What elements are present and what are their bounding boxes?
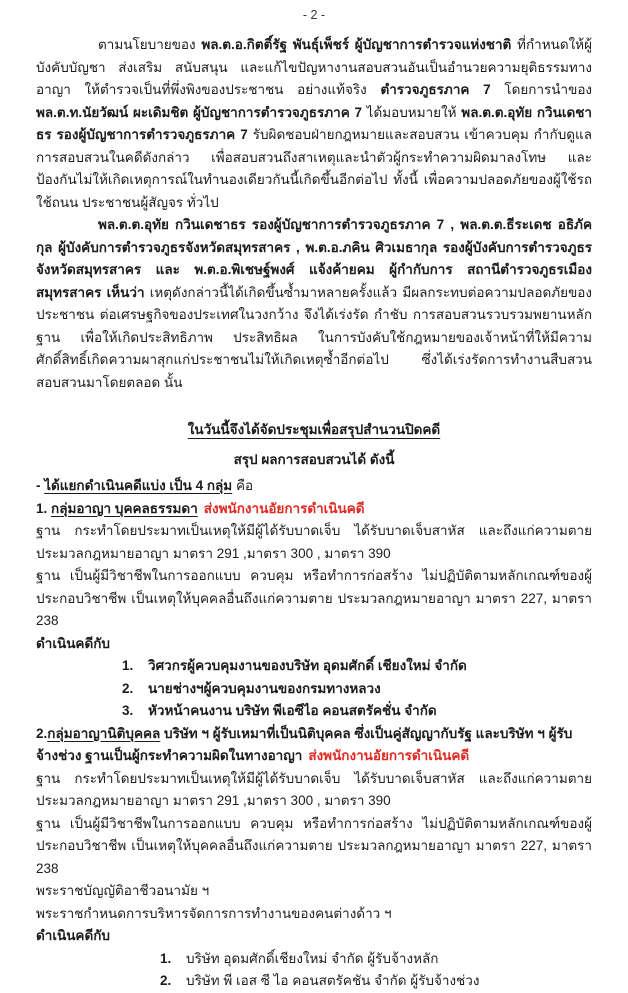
group2-heading: [36, 723, 592, 768]
list-item-text: นายช่างฯผู้ควบคุมงานของกรมทางหลวง: [148, 680, 381, 696]
list-item-number: 3.: [122, 703, 134, 718]
split-dash: -: [36, 478, 45, 493]
text-run: พล.ต.ท.นัยวัฒน์ ผะเดิมชิต ผู้บัญชาการตำรวจภูธรภาค 7: [36, 104, 367, 120]
list-item: [160, 970, 592, 993]
case-split-line: [36, 475, 592, 498]
text-run: พล.ต.ต.อุทัย กวินเดชาธร รองผู้บัญชาการตำรวจภูธรภาค 7 , พล.ต.ต.ธีระเดช อธิภัคกุล ผู้บังคับการตำรวจภูธรจังหวัดสมุทรสาคร , พ.ต.อ.ภคิน ศิวเมธากุล รองผู้บังคับการตำรวจภูธรจังหวัดสมุทรสาคร และ พ.ต.อ.พิเชษฐ์พงศ์ แจ้งค้ายคม ผู้กำกับการ สถานีตำรวจภูธรเมืองสมุทรสาคร เห็นว่า: [36, 217, 592, 300]
group1-action: ส่งพนักงานอัยการดำเนินคดี: [203, 500, 365, 516]
list-item-text: บริษัท พี เอส ซี ไอ คอนสตรัคชัน จำกัด ผู้รับจ้างช่วง: [186, 973, 480, 988]
split-underlined-text: ได้แยกดำเนินคดีแบ่ง เป็น 4 กลุ่ม: [44, 478, 233, 493]
group1-defendant-list: [36, 655, 592, 723]
commanders-paragraph: [36, 214, 592, 394]
group1-number: 1.: [36, 500, 52, 516]
list-item-text: วิศวกรผู้ควบคุมงานของบริษัท อุดมศักดิ์ เชียงใหม่ จำกัด: [148, 658, 467, 673]
text-run: เหตุดังกล่าวนี้ได้เกิดขึ้นซ้ำมาหลายครั้งแล้ว มีผลกระทบต่อความปลอดภัยของประชาชน ต่อเศรษฐกิจของประเทศในวงกว้าง จึงได้เร่งรัด กำชับ การสอบสวนรวบรวมพยานหลักฐาน เพื่อให้เกิดประสิทธิภาพ ประสิทธิผล ในการบังคับใช้กฎหมายของเจ้าหน้าที่ให้มีความศักดิ์สิทธิ์เกิดความผาสุกแก่ประชาชนไม่ให้เกิดเหตุซ้ำอีกต่อไป ซึ่งได้เร่งรัดการทำงานสืบสวนสอบสวนมาโดยตลอด นั้น: [36, 284, 592, 390]
group1-charge-1: ฐาน กระทำโดยประมาทเป็นเหตุให้มีผู้ได้รับบาดเจ็บ ได้รับบาดเจ็บสาหัส และถึงแก่ความตาย ประมวลกฎหมายอาญา มาตรา 291 ,มาตรา 300 , มาตรา 390: [36, 523, 592, 561]
text-run: พล.ต.ต.อุทัย กวินเดชาธร รองผู้บัญชาการตำรวจภูธรภาค 7: [36, 104, 592, 142]
group1-heading: [36, 498, 592, 521]
text-run: ตามนโยบายของ: [98, 37, 202, 52]
text-run: ที่กำหนดให้ผู้บังคับบัญชา ส่งเสริม สนับสนุน และแก้ไขปัญหางานสอบสวนอันเป็นอำนวยความยุติธรรมทางอาญา ให้ตำรวจเป็นที่พึ่งพิงของประชาชน อย่างแท้จริง: [36, 37, 592, 97]
text-run: ตำรวจภูธรภาค 7: [380, 82, 505, 97]
summary-subheading: สรุป ผลการสอบสวนได้ ดังนี้: [233, 451, 395, 467]
group2-prosecute-label: ดำเนินคดีกับ: [36, 928, 110, 943]
group1-prosecute-label: ดำเนินคดีกับ: [36, 635, 110, 651]
list-item: [160, 948, 592, 971]
group2-charge-3: พระราชบัญญัติอาชีวอนามัย ฯ: [36, 883, 210, 898]
group2-title: กลุ่มอาญานิติบุคคล: [47, 725, 161, 741]
text-run: รับผิดชอบฝ่ายกฎหมายและสอบสวน เข้าควบคุม กำกับดูแลการสอบสวนในคดีดังกล่าว เพื่อสอบสวนถึงสาเหตุและนำตัวผู้กระทำความผิดมาลงโทษ และป้องกันไม่ให้เกิดเหตุการณ์ในทำนองเดียวกันนี้เกิดขึ้นอีกต่อไป ทั้งนี้ เพื่อความปลอดภัยของผู้ใช้รถใช้ถนน ประชาชนผู้สัญจร ทั่วไป: [36, 127, 593, 210]
list-item-number: 2.: [160, 973, 172, 988]
group2-defendant-list: [36, 948, 592, 993]
text-run: ได้มอบหมายให้: [366, 104, 462, 120]
list-item-number: 1.: [160, 950, 172, 966]
page-number: - 2 -: [302, 8, 326, 22]
text-run: พล.ต.อ.กิตติ์รัฐ พันธุ์เพ็ชร์ ผู้บัญชาการตำรวจแห่งชาติ: [201, 37, 518, 52]
meeting-heading: ในวันนี้จึงได้จัดประชุมเพื่อสรุปสำนวนปิดคดี: [187, 422, 441, 437]
group1-title: กลุ่มอาญา บุคคลธรรมดา: [51, 500, 198, 516]
list-item: [122, 655, 592, 678]
group2-description: บริษัท ฯ ผู้รับเหมาที่เป็นนิติบุคคล ซึ่งเป็นคู่สัญญากับรัฐ และบริษัท ฯ ผู้รับจ้างช่วง ฐานเป็นผู้กระทำความผิดในทางอาญา: [36, 725, 573, 763]
policy-paragraph: [36, 34, 592, 214]
group1-charge-2: ฐาน เป็นผู้มีวิชาชีพในการออกแบบ ควบคุม หรือทำการก่อสร้าง ไม่ปฏิบัติตามหลักเกณฑ์ของผู้ประกอบวิชาชีพ เป็นเหตุให้บุคคลอื่นถึงแก่ความตาย ประมวลกฎหมายอาญา มาตรา 227, มาตรา 238: [36, 568, 592, 628]
group2-charge-2: ฐาน เป็นผู้มีวิชาชีพในการออกแบบ ควบคุม หรือทำการก่อสร้าง ไม่ปฏิบัติตามหลักเกณฑ์ของผู้ประกอบวิชาชีพ เป็นเหตุให้บุคคลอื่นถึงแก่ความตาย ประมวลกฎหมายอาญา มาตรา 227, มาตรา 238: [36, 815, 592, 876]
list-item: [122, 700, 592, 723]
list-item-text: บริษัท อุดมศักดิ์เชียงใหม่ จำกัด ผู้รับจ้างหลัก: [186, 950, 439, 966]
list-item-number: 2.: [122, 680, 134, 696]
group2-number: 2.: [36, 725, 48, 741]
group2-action: ส่งพนักงานอัยการดำเนินคดี: [308, 748, 470, 763]
group2-charge-4: พระราชกำหนดการบริหารจัดการการทำงานของคนต่างด้าว ฯ: [36, 905, 392, 921]
list-item-number: 1.: [122, 658, 134, 673]
list-item: [122, 678, 592, 701]
text-run: โดยการนำของ: [504, 82, 593, 97]
group2-charge-1: ฐาน กระทำโดยประมาทเป็นเหตุให้มีผู้ได้รับบาดเจ็บ ได้รับบาดเจ็บสาหัส และถึงแก่ความตาย ประมวลกฎหมายอาญา มาตรา 291 ,มาตรา 300 , มาตรา 390: [36, 770, 592, 808]
list-item-text: หัวหน้าคนงาน บริษัท พีเอซีไอ คอนสตรัคชั่น จำกัด: [148, 703, 437, 718]
split-tail-text: คือ: [232, 478, 254, 493]
